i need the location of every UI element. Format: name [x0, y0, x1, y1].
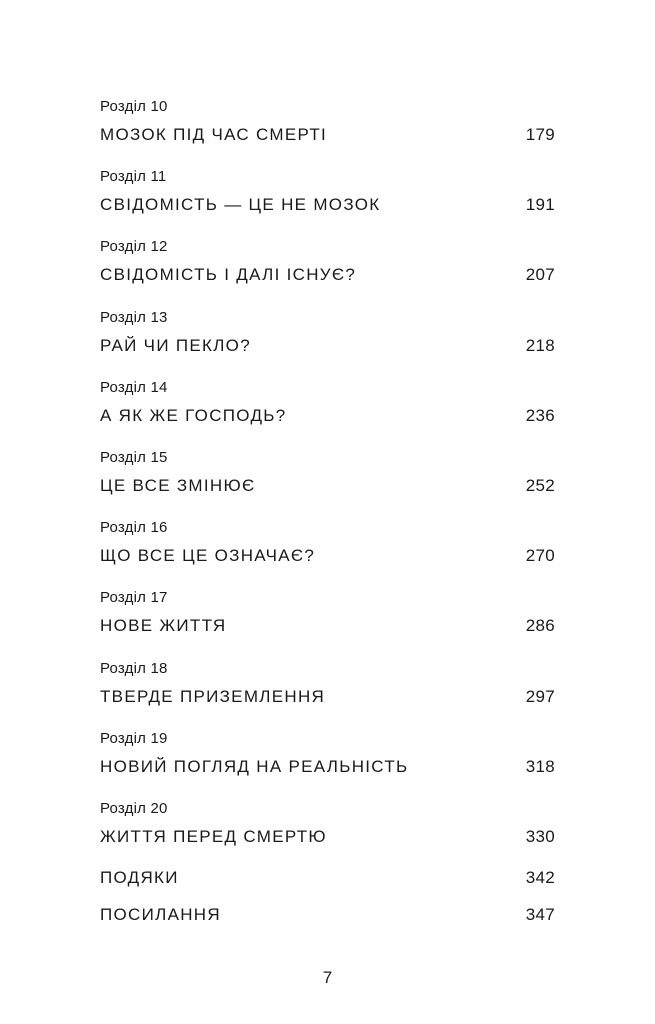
chapter-page-number: 191 [525, 195, 555, 215]
chapter-title: ТВЕРДЕ ПРИЗЕМЛЕННЯ [100, 686, 326, 706]
section-page-number: 347 [525, 905, 555, 924]
toc-entry-chapter-12[interactable] [100, 236, 555, 306]
chapter-label: Розділ 14 [100, 378, 168, 396]
chapter-title: ЦЕ ВСЕ ЗМІНЮЄ [100, 475, 256, 495]
chapter-label: Розділ 17 [100, 589, 168, 607]
toc-entry-chapter-13[interactable] [100, 307, 555, 377]
section-page-number: 342 [525, 868, 555, 887]
toc-entry-chapter-10[interactable] [100, 96, 555, 166]
chapter-page-number: 179 [525, 125, 555, 144]
table-of-contents [100, 96, 555, 868]
chapter-title: СВІДОМІСТЬ І ДАЛІ ІСНУЄ? [100, 265, 357, 285]
chapter-label: Розділ 13 [100, 308, 168, 326]
chapter-label: Розділ 18 [100, 659, 168, 677]
chapter-page-number: 318 [525, 756, 555, 776]
toc-entry-chapter-15[interactable] [100, 447, 555, 517]
toc-entry-chapter-16[interactable] [100, 517, 555, 587]
section-title: ПОДЯКИ [100, 868, 179, 887]
toc-entry-chapter-17[interactable] [100, 587, 555, 657]
chapter-page-number: 236 [525, 405, 555, 425]
chapter-label: Розділ 15 [100, 448, 168, 466]
chapter-page-number: 252 [525, 475, 555, 495]
chapter-title: СВІДОМІСТЬ — ЦЕ НЕ МОЗОК [100, 195, 381, 215]
chapter-label: Розділ 12 [100, 238, 168, 256]
toc-entry-chapter-11[interactable] [100, 166, 555, 236]
toc-entry-references[interactable] [100, 903, 555, 940]
chapter-page-number: 207 [525, 265, 555, 285]
chapter-title: МОЗОК ПІД ЧАС СМЕРТІ [100, 125, 328, 144]
toc-entry-acknowledgements[interactable] [100, 866, 555, 903]
chapter-title: РАЙ ЧИ ПЕКЛО? [100, 335, 251, 355]
toc-entry-chapter-19[interactable] [100, 728, 555, 798]
toc-entry-chapter-20[interactable] [100, 798, 555, 868]
chapter-title: НОВИЙ ПОГЛЯД НА РЕАЛЬНІСТЬ [100, 756, 409, 776]
chapter-page-number: 270 [525, 546, 555, 566]
toc-entry-chapter-14[interactable] [100, 377, 555, 447]
chapter-page-number: 297 [525, 686, 555, 706]
section-title: ПОСИЛАННЯ [100, 905, 221, 924]
chapter-label: Розділ 20 [100, 799, 168, 817]
chapter-label: Розділ 19 [100, 729, 168, 747]
chapter-label: Розділ 11 [100, 168, 167, 186]
chapter-title: ЩО ВСЕ ЦЕ ОЗНАЧАЄ? [100, 546, 316, 566]
chapter-page-number: 218 [525, 335, 555, 355]
toc-back-matter [100, 866, 555, 940]
chapter-label: Розділ 16 [100, 519, 168, 537]
chapter-title: ЖИТТЯ ПЕРЕД СМЕРТЮ [100, 826, 327, 846]
chapter-page-number: 286 [525, 616, 555, 636]
chapter-label: Розділ 10 [100, 98, 168, 115]
chapter-title: НОВЕ ЖИТТЯ [100, 616, 227, 636]
toc-entry-chapter-18[interactable] [100, 658, 555, 728]
chapter-title: А ЯК ЖЕ ГОСПОДЬ? [100, 405, 287, 425]
chapter-page-number: 330 [525, 826, 555, 846]
page-number: 7 [322, 968, 333, 987]
